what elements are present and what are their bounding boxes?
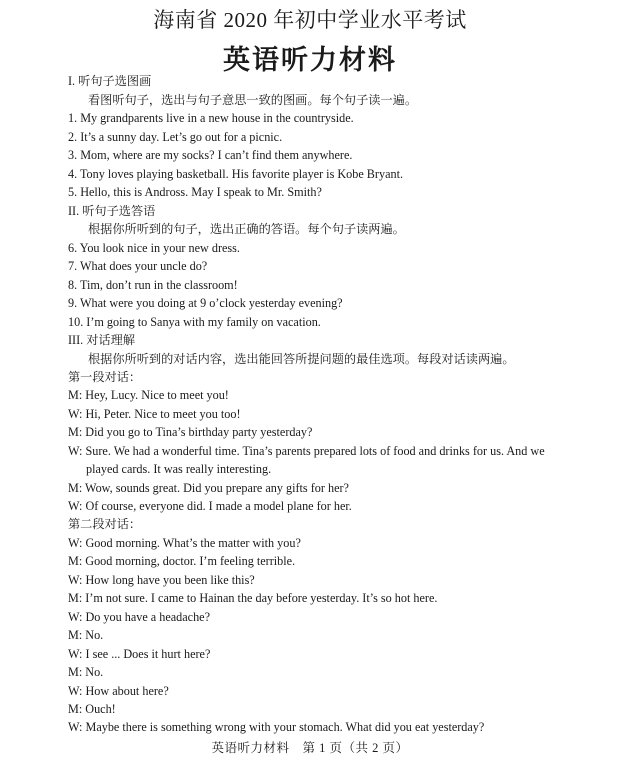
section-3-heading: III. 对话理解 (68, 333, 136, 347)
dialog-1-line: M: Wow, sounds great. Did you prepare any gifts for her? (68, 481, 349, 495)
part1-item-3: 3. Mom, where are my socks? I can’t find them anywhere. (68, 148, 353, 162)
section-2-instruction: 根据你所听到的句子，选出正确的答语。每个句子读两遍。 (88, 222, 405, 236)
dialog-1-line: W: Hi, Peter. Nice to meet you too! (68, 407, 241, 421)
dialog-1-line: M: Did you go to Tina’s birthday party yesterday? (68, 425, 313, 439)
part1-item-5: 5. Hello, this is Andross. May I speak to Mr. Smith? (68, 185, 322, 199)
part2-item-6: 6. You look nice in your new dress. (68, 241, 240, 255)
dialog-2-line: M: I’m not sure. I came to Hainan the day before yesterday. It’s so hot here. (68, 591, 438, 605)
part2-item-8: 8. Tim, don’t run in the classroom! (68, 278, 238, 292)
dialog-2-line: W: I see ... Does it hurt here? (68, 647, 211, 661)
dialog-2-line: W: Do you have a headache? (68, 610, 211, 624)
document-title: 海南省 2020 年初中学业水平考试 (153, 8, 467, 32)
page-footer: 英语听力材料 第 1 页（共 2 页） (211, 741, 409, 755)
section-2-heading: II. 听句子选答语 (68, 204, 156, 218)
section-3-instruction: 根据你所听到的对话内容，选出能回答所提问题的最佳选项。每段对话读两遍。 (88, 352, 515, 366)
dialog-2-line: W: Maybe there is something wrong with your stomach. What did you eat yesterday? (68, 720, 485, 734)
part2-item-10: 10. I’m going to Sanya with my family on vacation. (68, 315, 321, 329)
dialog-2-line: M: Ouch! (68, 702, 116, 716)
document-subtitle: 英语听力材料 (223, 45, 397, 76)
section-1-heading: I. 听句子选图画 (68, 74, 152, 88)
section-1-instruction: 看图听句子，选出与句子意思一致的图画。每个句子读一遍。 (88, 93, 418, 107)
dialog-1-line: W: Sure. We had a wonderful time. Tina’s parents prepared lots of food and drinks for us. And we (68, 444, 545, 458)
dialog-1-line-continued: played cards. It was really interesting. (86, 462, 272, 476)
dialog-1-label: 第一段对话： (68, 370, 142, 384)
part1-item-2: 2. It’s a sunny day. Let’s go out for a picnic. (68, 130, 283, 144)
part2-item-7: 7. What does your uncle do? (68, 259, 208, 273)
dialog-2-line: M: No. (68, 665, 104, 679)
dialog-1-line: M: Hey, Lucy. Nice to meet you! (68, 388, 229, 402)
dialog-2-line: W: Good morning. What’s the matter with you? (68, 536, 301, 550)
dialog-1-line: W: Of course, everyone did. I made a model plane for her. (68, 499, 352, 513)
dialog-2-line: M: No. (68, 628, 104, 642)
dialog-2-line: M: Good morning, doctor. I’m feeling terrible. (68, 554, 296, 568)
part1-item-1: 1. My grandparents live in a new house in the countryside. (68, 111, 354, 125)
dialog-2-label: 第二段对话： (68, 517, 142, 531)
dialog-2-line: W: How long have you been like this? (68, 573, 255, 587)
dialog-2-line: W: How about here? (68, 684, 169, 698)
part2-item-9: 9. What were you doing at 9 o’clock yesterday evening? (68, 296, 343, 310)
part1-item-4: 4. Tony loves playing basketball. His favorite player is Kobe Bryant. (68, 167, 404, 181)
